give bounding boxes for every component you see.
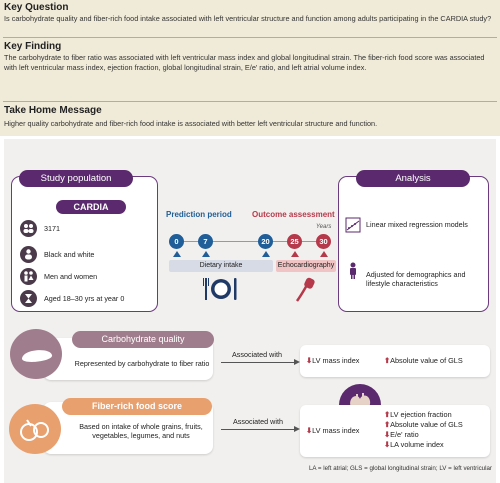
fiber-result-la-volume [384, 440, 444, 450]
marker-triangle [291, 251, 299, 257]
fiber-result-lv-mass [306, 426, 359, 436]
result-text: LA volume index [390, 440, 444, 449]
fiber-result-gls [384, 420, 463, 430]
timeline-point-20: 20 [258, 234, 273, 249]
marker-triangle [262, 251, 270, 257]
echocardiography-bar: Echocardiography [276, 260, 336, 272]
down-arrow-icon: ⬇ [306, 426, 313, 435]
people-icon [20, 246, 37, 263]
key-finding-title: Key Finding [4, 41, 62, 52]
fiber-score-title: Fiber-rich food score [62, 398, 212, 415]
analysis-title: Analysis [356, 170, 470, 187]
years-label: Years [316, 224, 332, 230]
timeline-point-0: 0 [169, 234, 184, 249]
connector-line [221, 362, 297, 363]
up-arrow-icon: ⬆ [384, 356, 391, 365]
carb-associated-label: Associated with [232, 350, 282, 359]
hourglass-icon [20, 290, 37, 307]
bread-icon [10, 329, 62, 379]
timeline-point-25: 25 [287, 234, 302, 249]
key-finding-text: The carbohydrate to fiber ratio was associated with left ventricular mass index and global longitudinal strain. The fiber-rich food score was associated with left ventricular mass index, ejection fraction, global longitudinal strain, E/e' ratio, and left atrial volume index. [4, 53, 485, 72]
analysis-box [338, 176, 489, 312]
marker-triangle [173, 251, 181, 257]
man-woman-icon [20, 268, 37, 285]
dietary-intake-bar: Dietary intake [169, 260, 273, 272]
divider [3, 37, 497, 38]
down-arrow-icon: ⬇ [384, 430, 391, 439]
cardia-label: CARDIA [56, 200, 126, 214]
carb-result-lv-mass [306, 356, 359, 366]
carb-quality-description: Represented by carbohydrate to fiber ratio [74, 359, 210, 368]
result-text: E/e' ratio [390, 430, 419, 439]
down-arrow-icon: ⬇ [384, 440, 391, 449]
take-home-title: Take Home Message [4, 105, 102, 116]
study-item-sex: Men and women [44, 272, 98, 281]
vegetables-icon [9, 404, 61, 454]
result-text: LV ejection fraction [390, 410, 452, 419]
analysis-item-model: Linear mixed regression models [366, 220, 468, 229]
abbreviation-footnote: LA = left atrial; GLS = global longitudinal strain; LV = left ventricular [308, 465, 492, 472]
person-icon [346, 262, 360, 285]
prediction-period-label: Prediction period [166, 210, 232, 219]
result-text: Absolute value of GLS [390, 420, 463, 429]
plate-icon [203, 276, 239, 307]
chart-icon [345, 217, 361, 238]
carb-result-gls [384, 356, 463, 366]
study-item-race: Black and white [44, 250, 95, 259]
fiber-result-ee-ratio [384, 430, 419, 440]
ultrasound-probe-icon [294, 276, 318, 309]
key-question-title: Key Question [4, 2, 69, 13]
down-arrow-icon: ⬇ [306, 356, 313, 365]
take-home-text: Higher quality carbohydrate and fiber-rich food intake is associated with better left ventricular structure and function. [4, 119, 378, 128]
up-arrow-icon: ⬆ [384, 420, 391, 429]
outcome-assessment-label: Outcome assessment [252, 210, 335, 219]
analysis-item-adjustment: Adjusted for demographics and lifestyle characteristics [366, 270, 466, 288]
divider [3, 101, 497, 102]
result-text: Absolute value of GLS [390, 356, 463, 365]
result-text: LV mass index [312, 426, 360, 435]
fiber-score-description: Based on intake of whole grains, fruits, vegetables, legumes, and nuts [79, 422, 203, 440]
timeline-point-7: 7 [198, 234, 213, 249]
fiber-associated-label: Associated with [233, 417, 283, 426]
up-arrow-icon: ⬆ [384, 410, 391, 419]
marker-triangle [202, 251, 210, 257]
people-count-icon [20, 220, 37, 237]
key-question-text: Is carbohydrate quality and fiber-rich food intake associated with left ventricular structure and function among adults participating in the CARDIA study? [4, 14, 492, 23]
fiber-result-ef [384, 410, 452, 420]
study-item-count: 3171 [44, 224, 60, 233]
study-population-title: Study population [19, 170, 133, 187]
marker-triangle [320, 251, 328, 257]
study-item-age: Aged 18–30 yrs at year 0 [44, 294, 125, 303]
timeline-point-30: 30 [316, 234, 331, 249]
connector-line [221, 429, 297, 430]
result-text: LV mass index [312, 356, 360, 365]
carb-quality-title: Carbohydrate quality [72, 331, 214, 348]
